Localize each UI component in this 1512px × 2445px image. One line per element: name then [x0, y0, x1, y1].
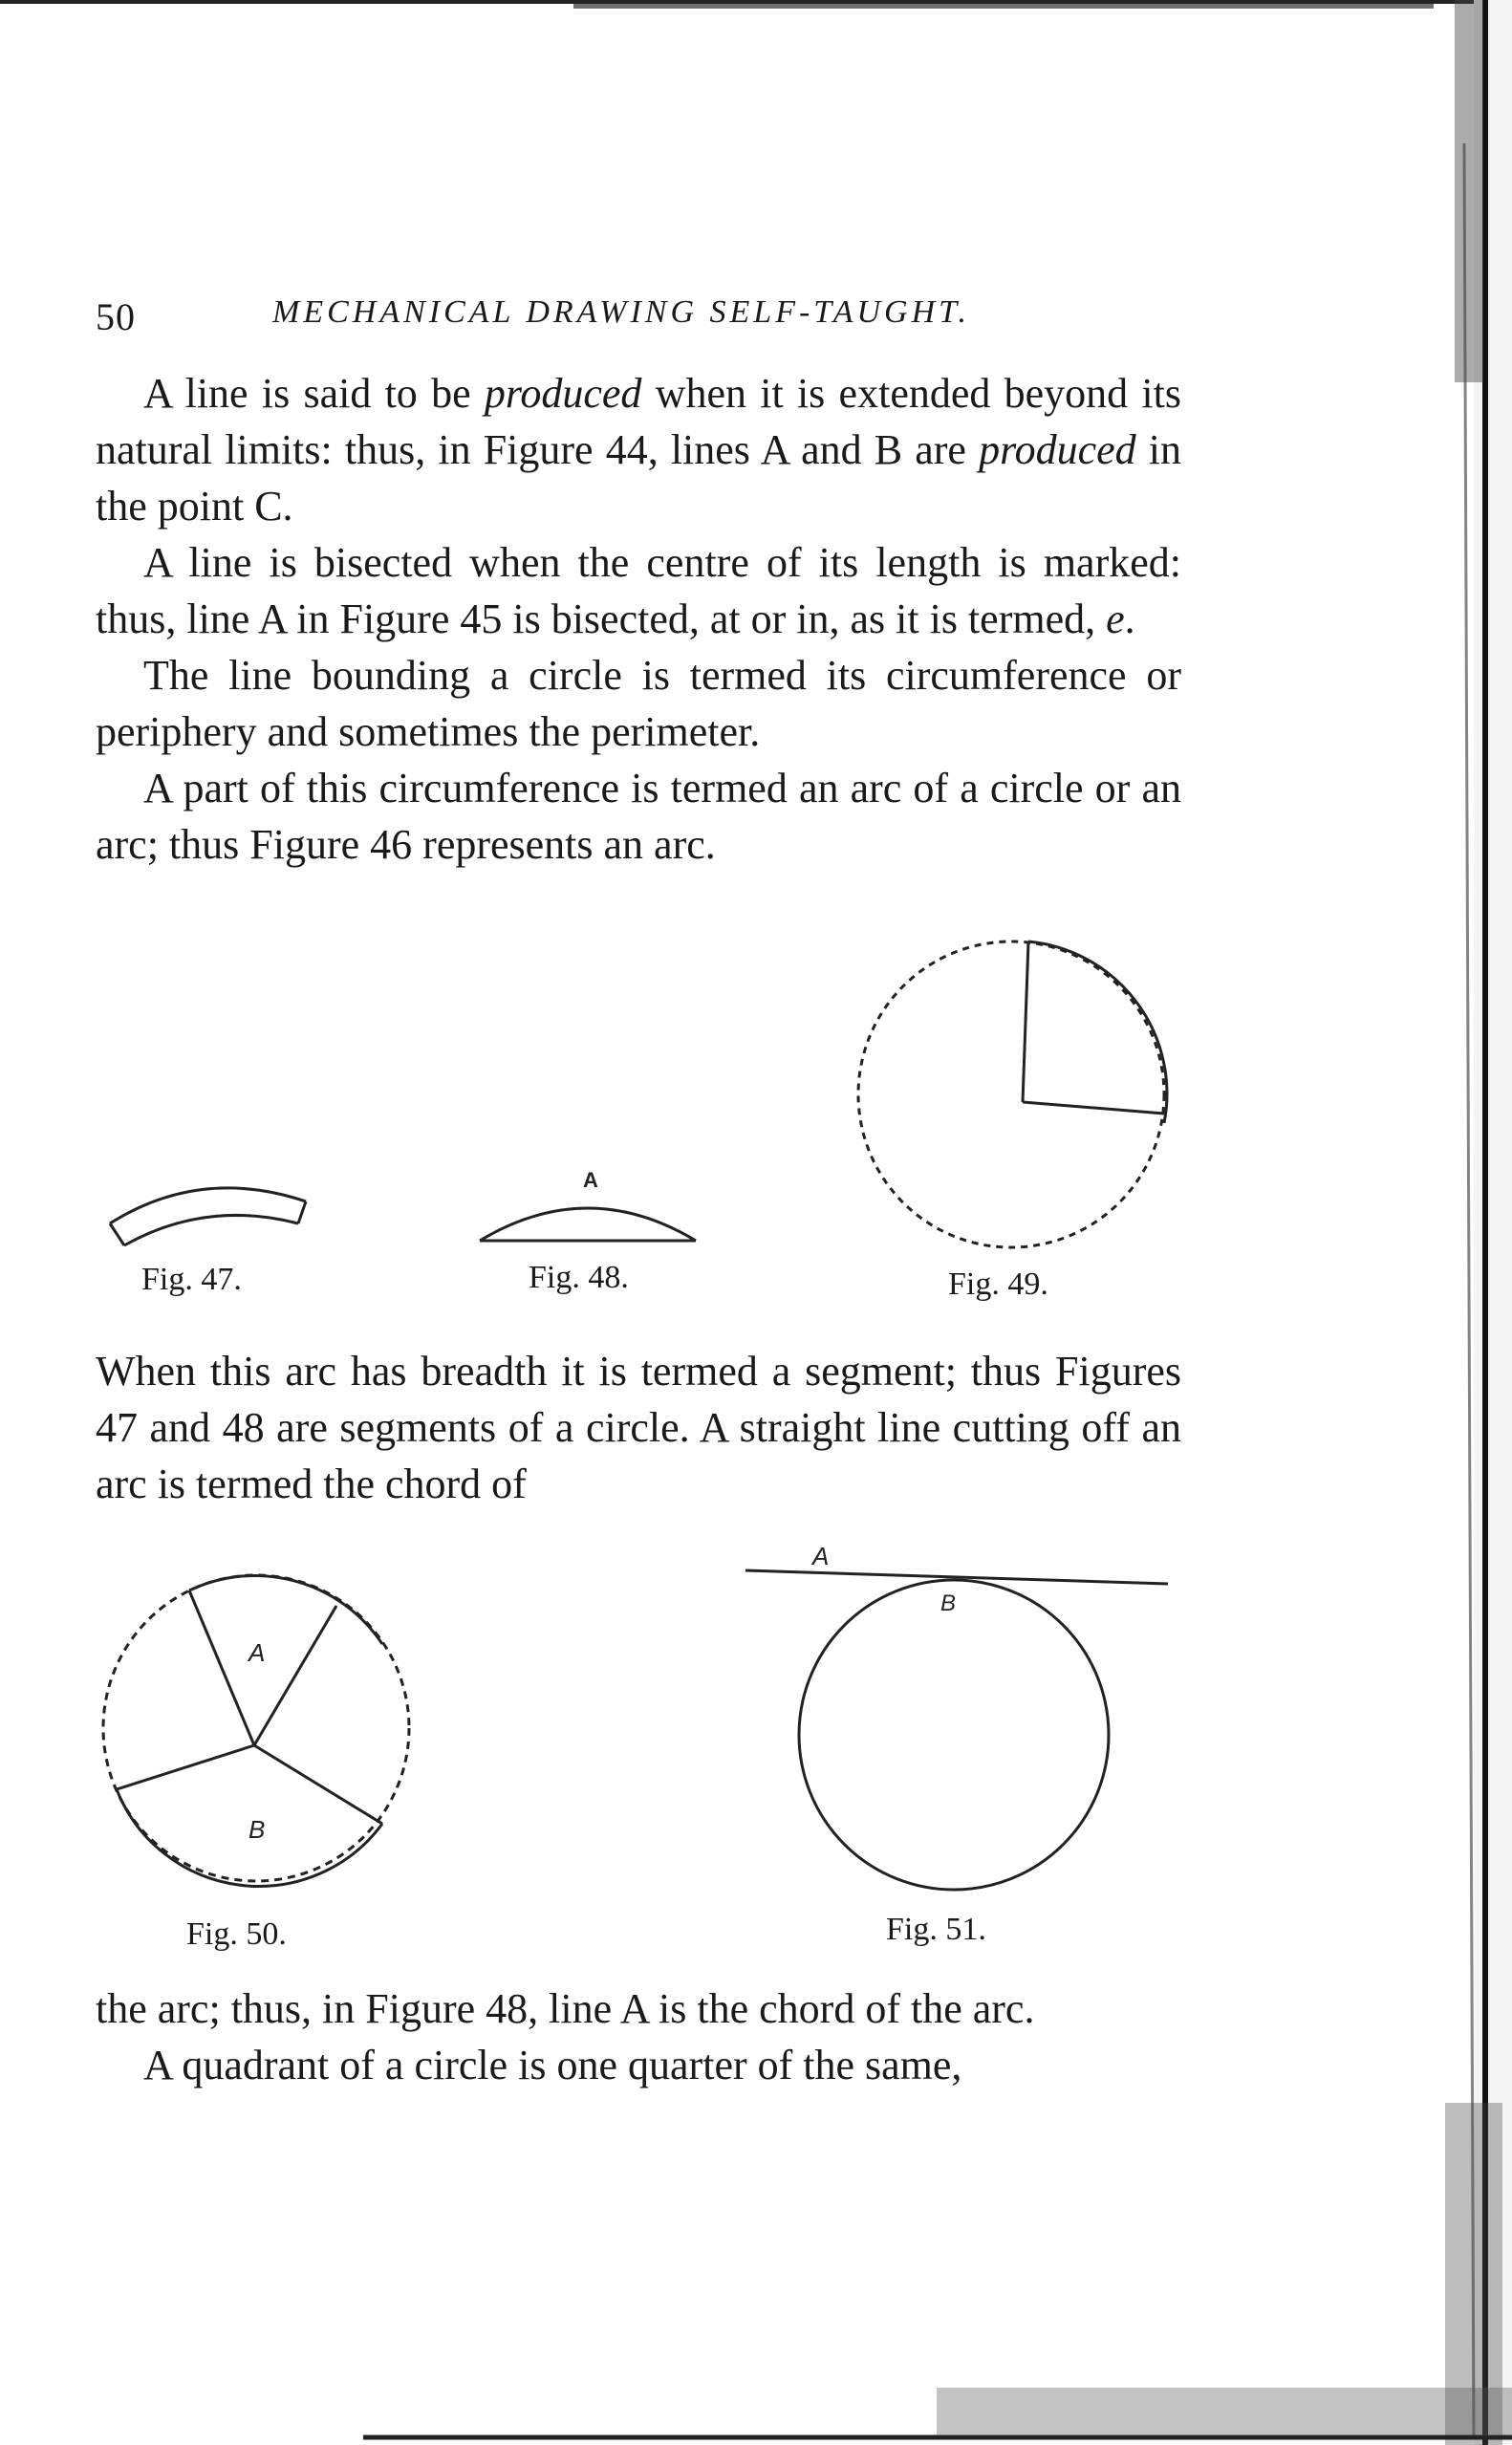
text-block-top [96, 365, 1181, 873]
figure-51-caption: Fig. 51. [886, 1912, 986, 1947]
figure-48-label: A [583, 1168, 598, 1192]
figure-48-drawing [468, 1157, 707, 1262]
figure-49-caption: Fig. 49. [948, 1266, 1048, 1302]
paragraph-arc: A part of this circumference is termed an arc of a circle or an arc; thus Figure 46 represents an arc. [96, 765, 1181, 868]
figure-50-label-a: A [248, 1638, 266, 1667]
figure-50-caption: Fig. 50. [186, 1916, 287, 1952]
figure-49-drawing [841, 932, 1185, 1257]
running-head: MECHANICAL DRAWING SELF-TAUGHT. [272, 294, 971, 330]
paragraph-chord: the arc; thus, in Figure 48, line A is the chord of the arc. [96, 1985, 1035, 2032]
paragraph-produced: A line is said to be produced when it is extended beyond its natural limits: thus, in Figure 44, lines A and B are produced in the point C. [96, 370, 1181, 530]
figure-50-drawing [96, 1568, 421, 1893]
figure-51-label-a: A [812, 1542, 830, 1570]
paragraph-segment: When this arc has breadth it is termed a segment; thus Figures 47 and 48 are segments of a circle. A straight line cutting off an arc is termed the chord of [96, 1348, 1181, 1507]
figure-47-drawing [96, 1171, 325, 1257]
figure-51-drawing [736, 1534, 1176, 1907]
page-top-edge [0, 0, 1512, 13]
figure-51-label-b: B [940, 1590, 957, 1616]
paragraph-bisected: A line is bisected when the centre of its length is marked: thus, line A in Figure 45 is bisected, at or in, as it is termed, e. [96, 539, 1181, 642]
page-number: 50 [96, 295, 136, 338]
paragraph-circumference: The line bounding a circle is termed its circumference or periphery and sometimes the perimeter. [96, 652, 1181, 755]
page-bottom-edge [363, 2330, 1512, 2445]
figure-47-caption: Fig. 47. [141, 1262, 242, 1297]
figure-48-caption: Fig. 48. [529, 1260, 629, 1295]
figure-50-label-b: B [248, 1815, 266, 1844]
text-block-middle [96, 1343, 1181, 1512]
text-block-bottom [96, 1980, 1181, 2093]
page-binding-edge [1416, 0, 1512, 2445]
paragraph-quadrant: A quadrant of a circle is one quarter of the same, [143, 2042, 962, 2088]
